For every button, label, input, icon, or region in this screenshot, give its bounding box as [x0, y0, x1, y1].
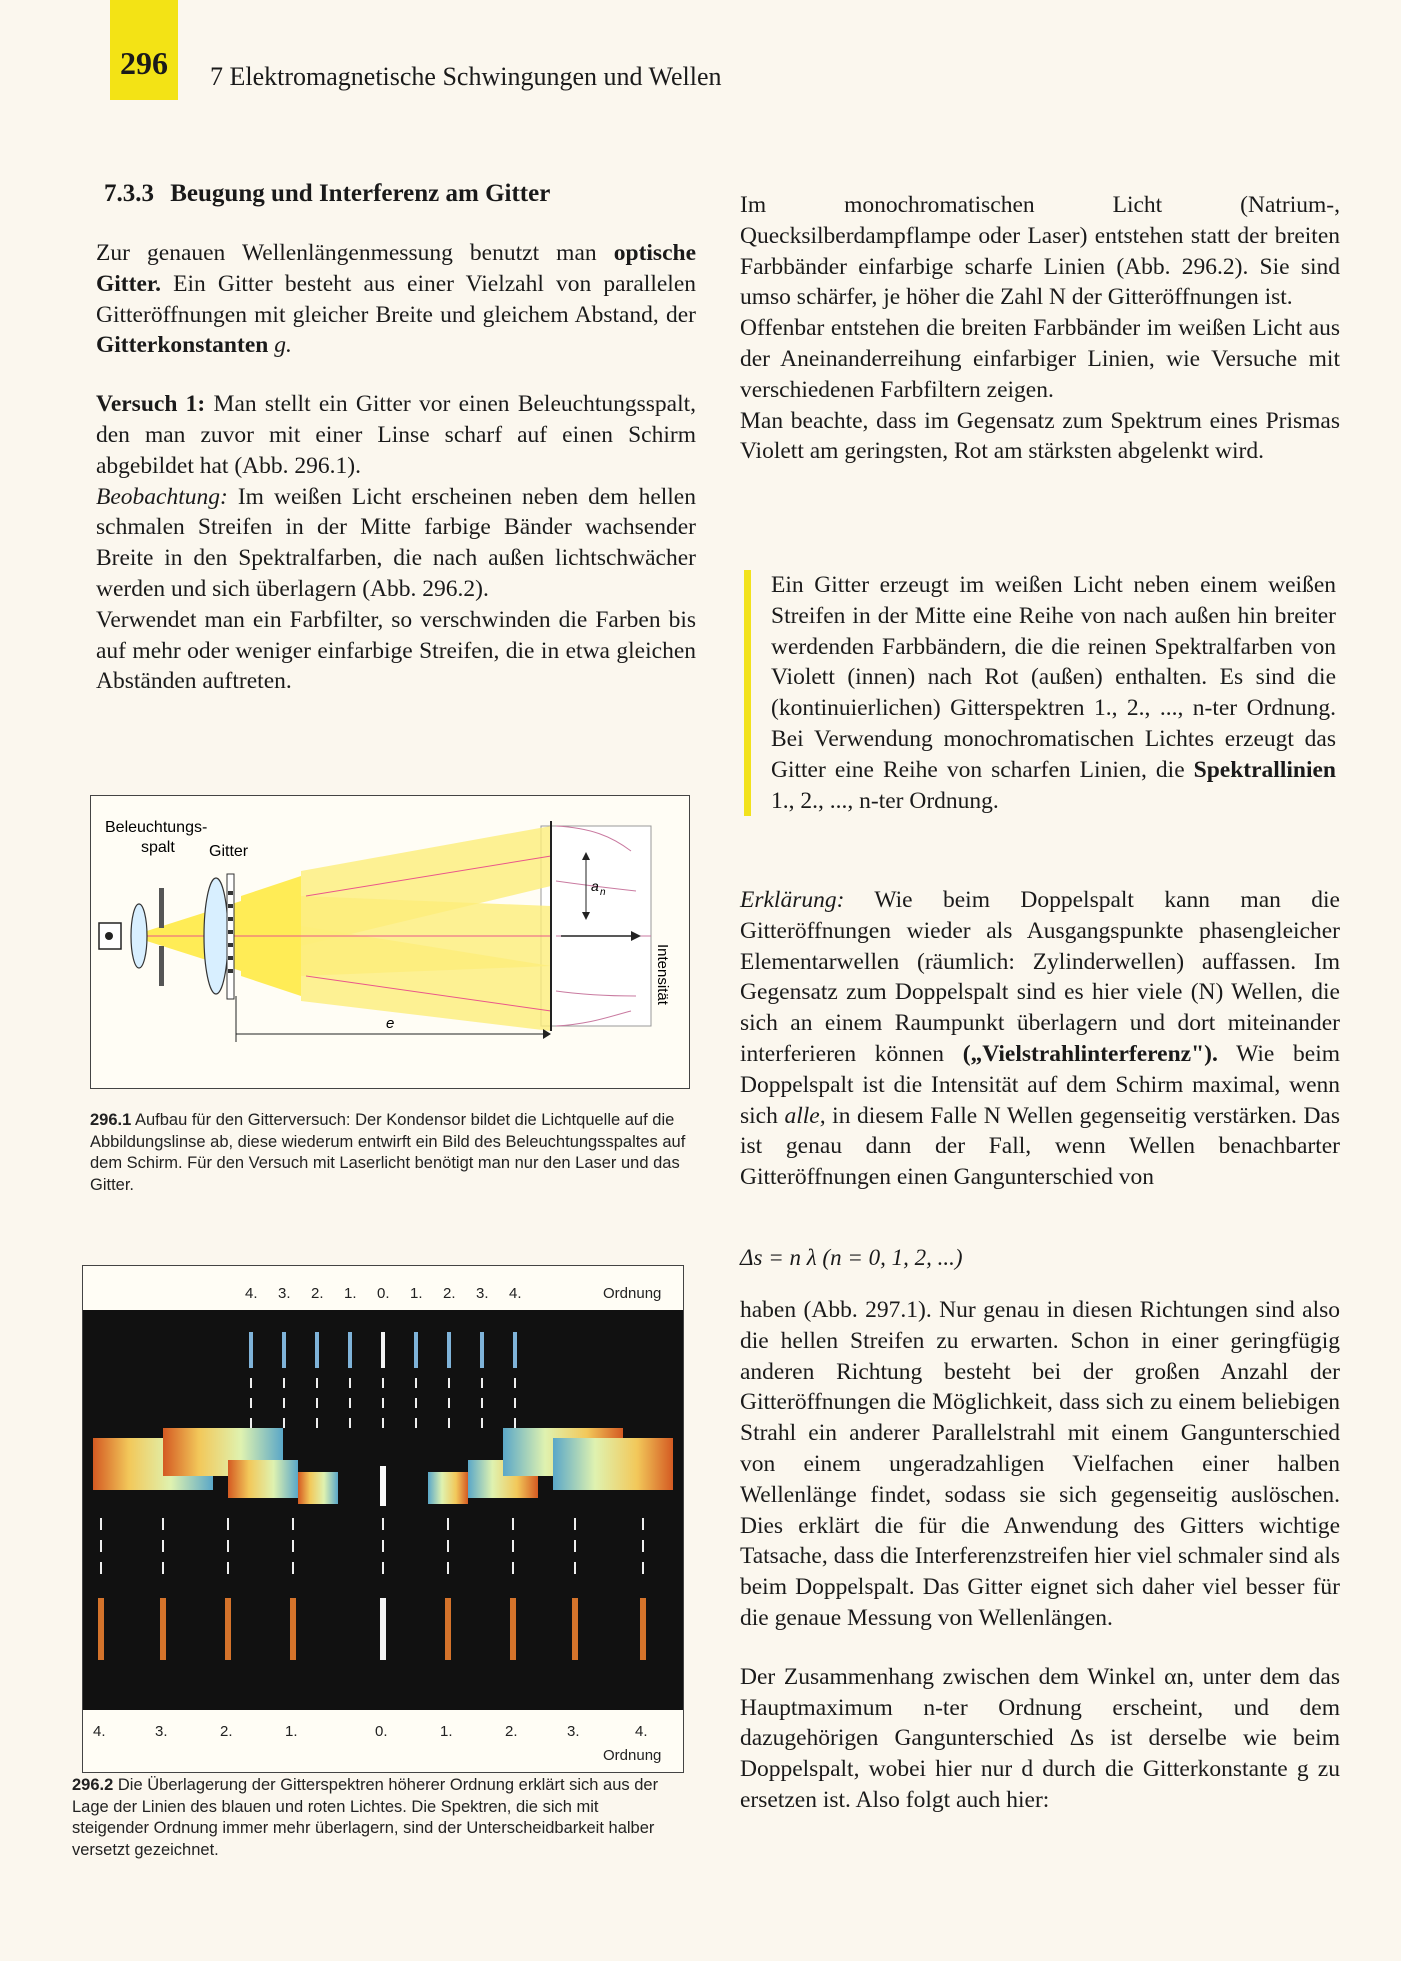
line-dash — [250, 1378, 252, 1388]
line-dash — [316, 1378, 318, 1388]
violet-line — [381, 1332, 385, 1368]
line-dash — [316, 1418, 318, 1428]
slit-upper-jaw — [159, 888, 164, 928]
spectrum-band — [553, 1438, 673, 1490]
label-e: e — [386, 1015, 395, 1032]
line-dash — [574, 1518, 576, 1530]
line-dash — [250, 1398, 252, 1408]
line-dash — [382, 1418, 384, 1428]
order-label-bottom: 2. — [505, 1723, 518, 1740]
versuch-label: Versuch 1: — [96, 391, 206, 418]
line-dash — [642, 1540, 644, 1552]
versuch-paragraph — [96, 389, 696, 481]
line-dash — [100, 1540, 102, 1552]
spectrum-band — [298, 1472, 338, 1504]
order-label-bottom: 4. — [635, 1723, 648, 1740]
line-dash — [100, 1562, 102, 1574]
central-white-line — [380, 1466, 386, 1506]
line-dash — [227, 1562, 229, 1574]
line-dash — [481, 1398, 483, 1408]
erklaerung-text-1: Wie beim Doppelspalt kann man die Gitteröffnungen wieder als Ausgangspunkte phasengleicher Elementarwellen (räumlich: Zylinderwellen) auffassen. Im Gegensatz zum Doppelspalt sind es hier viele (N) Wellen, die sich an einem Raumpunkt überlagern und dort miteinander interferieren können — [740, 887, 1340, 1067]
red-line — [225, 1598, 231, 1660]
order-label-top: 3. — [278, 1285, 291, 1302]
violet-line — [315, 1332, 319, 1368]
zusammenhang-paragraph: Der Zusammenhang zwischen dem Winkel αn, unter dem das Hauptmaximum n-ter Ordnung erscheint, und dem dazugehörigen Gangunterschied Δs ist derselbe wie beim Doppelspalt, wobei hier nur d durch die Gitterkonstante g zu ersetzen ist. Also folgt auch hier: — [740, 1663, 1340, 1813]
line-dash — [283, 1378, 285, 1388]
section-number: 7.3.3 — [104, 180, 154, 207]
mono-paragraph: Im monochromatischen Licht (Natrium-, Quecksilberdampflampe oder Laser) entstehen statt der breiten Farbbänder einfarbige scharfe Linien (Abb. 296.2). Sie sind umso schärfer, je höher die Zahl N der Gitteröffnungen ist. — [740, 192, 1340, 311]
line-dash — [512, 1518, 514, 1530]
label-beleuchtungsspalt-1: Beleuchtungs- — [105, 819, 208, 836]
caption-296-2-number: 296.2 — [72, 1776, 114, 1794]
line-dash — [574, 1540, 576, 1552]
line-dash — [283, 1398, 285, 1408]
line-dash — [481, 1418, 483, 1428]
order-label-bottom: 4. — [93, 1723, 106, 1740]
haben-paragraph: haben (Abb. 297.1). Nur genau in diesen Richtungen sind also die hellen Streifen zu erwarten. Schon in einer geringfügig anderen Richtung besteht bei der großen Anzahl der Gitteröffnungen die Möglichkeit, dass sich zu einem beliebigen Strahl ein anderer Parallelstrahl mit einem Gangunterschied von einem ungeradzahligen Vielfachen einer halben Wellenlänge findet, sodass sie sich gegenseitig auslöschen. Dies erklärt die für die Anwendung des Gitters wichtige Tatsache, dass die Interferenzstreifen hier viel schmaler sind als beim Doppelspalt. Das Gitter eignet sich daher viel besser für die genaue Messung von Wellenlängen. — [740, 1297, 1340, 1631]
rule-box — [744, 570, 1336, 816]
violet-line — [348, 1332, 352, 1368]
intro-paragraph — [96, 238, 696, 361]
line-dash — [448, 1398, 450, 1408]
line-dash — [447, 1540, 449, 1552]
red-line — [380, 1598, 386, 1660]
line-dash — [349, 1378, 351, 1388]
erklaerung-paragraph — [740, 885, 1340, 1193]
line-dash — [574, 1562, 576, 1574]
red-line — [510, 1598, 516, 1660]
beobachtung-paragraph — [96, 482, 696, 605]
order-label-top: 1. — [410, 1285, 423, 1302]
label-intensitaet: Intensität — [654, 944, 671, 1005]
line-dash — [382, 1518, 384, 1530]
beobachtung-text: Im weißen Licht erscheinen neben dem hellen schmalen Streifen in der Mitte farbige Bänder wachsender Breite in den Spektralfarben, die nach außen lichtschwächer werden und sich überlagern (Abb. 296.2). — [96, 483, 696, 602]
section-title-text: Beugung und Interferenz am Gitter — [170, 180, 551, 207]
line-dash — [415, 1378, 417, 1388]
label-gitter: Gitter — [209, 843, 249, 860]
line-dash — [448, 1418, 450, 1428]
violet-line — [447, 1332, 451, 1368]
erklaerung-label: Erklärung: — [740, 887, 845, 913]
label-an-subscript: n — [600, 887, 606, 898]
line-dash — [514, 1418, 516, 1428]
line-dash — [447, 1518, 449, 1530]
beobachtung-label: Beobachtung: — [96, 483, 228, 510]
label-an: a — [591, 878, 599, 894]
farbfilter-paragraph: Verwendet man ein Farbfilter, so verschwinden die Farben bis auf mehr oder weniger einfarbige Streifen, die in etwa gleichen Abständen auftreten. — [96, 606, 696, 695]
symbol-g: g. — [268, 332, 292, 359]
order-axis-label-bottom: Ordnung — [603, 1747, 662, 1764]
order-label-top: 2. — [443, 1285, 456, 1302]
caption-296-1-number: 296.1 — [90, 1111, 132, 1129]
imaging-lens — [204, 878, 228, 994]
condensor-lens — [131, 904, 147, 968]
section-title — [104, 180, 550, 208]
line-dash — [349, 1418, 351, 1428]
line-dash — [292, 1540, 294, 1552]
erklaerung-text-2: Wie beim Doppelspalt ist die Intensität auf dem Schirm maximal, wenn sich — [740, 1040, 1341, 1129]
red-line — [445, 1598, 451, 1660]
figure-gitterspektren-diagram — [83, 1266, 683, 1772]
line-dash — [316, 1398, 318, 1408]
line-dash — [448, 1378, 450, 1388]
erklaerung-alle: alle, — [784, 1102, 826, 1129]
order-label-top: 4. — [245, 1285, 258, 1302]
right-column-erklaerung — [740, 885, 1340, 1193]
order-label-bottom: 3. — [155, 1723, 168, 1740]
chapter-heading: 7 Elektromagnetische Schwingungen und Wellen — [210, 62, 722, 91]
line-dash — [382, 1562, 384, 1574]
slit-lower-jaw — [159, 946, 164, 986]
violet-line — [480, 1332, 484, 1368]
red-line — [290, 1598, 296, 1660]
term-spektrallinien: Spektrallinien — [1193, 756, 1336, 783]
line-dash — [512, 1562, 514, 1574]
right-column-top — [740, 190, 1340, 467]
caption-296-2-text: Die Überlagerung der Gitterspektren höherer Ordnung erklärt sich aus der Lage der Linien des blauen und roten Lichtes. Die Spektren, die sich mit steigender Ordnung immer mehr überlagern, sind der Unterscheidbarkeit halber versetzt gezeichnet. — [72, 1776, 659, 1859]
term-optische-gitter: optische Gitter. — [96, 240, 696, 297]
figure-gitterspektren — [82, 1265, 684, 1773]
lamp-filament — [105, 932, 113, 940]
line-dash — [227, 1518, 229, 1530]
line-dash — [292, 1562, 294, 1574]
red-line — [160, 1598, 166, 1660]
violet-line — [513, 1332, 517, 1368]
line-dash — [382, 1398, 384, 1408]
order-label-bottom: 2. — [220, 1723, 233, 1740]
line-dash — [162, 1540, 164, 1552]
order-label-bottom: 1. — [285, 1723, 298, 1740]
line-dash — [292, 1518, 294, 1530]
violet-line — [414, 1332, 418, 1368]
caption-296-1 — [90, 1110, 690, 1196]
order-label-top: 4. — [509, 1285, 522, 1302]
line-dash — [415, 1398, 417, 1408]
order-label-top: 1. — [344, 1285, 357, 1302]
rule-text-1: Ein Gitter erzeugt im weißen Licht neben einem weißen Streifen in der Mitte eine Reihe von nach außen hin breiter werdenden Farbbändern, die die reinen Spektralfarben von Violett (innen) nach Rot (außen) enthalten. Es sind die (kontinuierlichen) Gitterspektren 1., 2., ..., n-ter Ordnung. Bei Verwendung monochromatischen Lichtes erzeugt das Gitter eine Reihe von scharfen Linien, die — [771, 572, 1336, 783]
right-column-bottom — [740, 1295, 1340, 1816]
term-vielstrahlinterferenz: („Vielstrahlinterferenz"). — [962, 1040, 1218, 1067]
order-label-bottom: 0. — [375, 1723, 388, 1740]
spectrum-band — [228, 1460, 298, 1498]
order-axis-label-top: Ordnung — [603, 1285, 662, 1302]
line-dash — [162, 1518, 164, 1530]
intro-text-1: Zur genauen Wellenlängenmessung benutzt man — [96, 240, 614, 266]
formula-gangunterschied: Δs = n λ (n = 0, 1, 2, ...) — [740, 1245, 963, 1270]
line-dash — [382, 1378, 384, 1388]
line-dash — [642, 1518, 644, 1530]
spectrum-band — [428, 1472, 468, 1504]
violet-line — [249, 1332, 253, 1368]
rule-text-2: 1., 2., ..., n-ter Ordnung. — [771, 787, 999, 814]
caption-296-2 — [72, 1775, 677, 1861]
figure-gitterversuch — [90, 795, 690, 1089]
intro-text-2: Ein Gitter besteht aus einer Vielzahl von parallelen Gitteröffnungen mit gleicher Breite und gleichem Abstand, der — [96, 270, 696, 328]
order-label-top: 0. — [377, 1285, 390, 1302]
line-dash — [349, 1398, 351, 1408]
red-line — [98, 1598, 104, 1660]
label-beleuchtungsspalt-2: spalt — [141, 839, 175, 856]
line-dash — [512, 1540, 514, 1552]
line-dash — [514, 1398, 516, 1408]
versuch-text: Man stellt ein Gitter vor einen Beleuchtungsspalt, den man zuvor mit einer Linse scharf auf einen Schirm abgebildet hat (Abb. 296.1). — [96, 391, 697, 479]
line-dash — [481, 1378, 483, 1388]
term-gitterkonstante: Gitterkonstanten — [96, 332, 269, 359]
line-dash — [227, 1540, 229, 1552]
figure-gitterversuch-diagram — [91, 796, 689, 1088]
line-dash — [415, 1418, 417, 1428]
caption-296-1-text: Aufbau für den Gitterversuch: Der Kondensor bildet die Lichtquelle auf die Abbildungslinse ab, diese wiederum entwirft ein Bild des Beleuchtungsspaltes auf dem Schirm. Für den Versuch mit Laserlicht benötigt man nur den Laser und das Gitter. — [90, 1111, 686, 1194]
offenbar-paragraph: Offenbar entstehen die breiten Farbbänder im weißen Licht aus der Aneinanderreihung einfarbiger Linien, wie Versuche mit verschiedenen Farbfiltern zeigen. — [740, 315, 1340, 403]
line-dash — [642, 1562, 644, 1574]
violet-line — [282, 1332, 286, 1368]
erklaerung-text-3: in diesem Falle N Wellen gegenseitig verstärken. Das ist genau dann der Fall, wenn Wellen benachbarter Gitteröffnungen einen Gangunterschied von — [740, 1102, 1340, 1191]
order-label-bottom: 3. — [567, 1723, 580, 1740]
line-dash — [250, 1418, 252, 1428]
order-label-top: 2. — [311, 1285, 324, 1302]
line-dash — [447, 1562, 449, 1574]
line-dash — [162, 1562, 164, 1574]
line-dash — [514, 1378, 516, 1388]
red-line — [640, 1598, 646, 1660]
line-dash — [100, 1518, 102, 1530]
line-dash — [382, 1540, 384, 1552]
order-label-top: 3. — [476, 1285, 489, 1302]
left-column-text — [96, 238, 696, 697]
beachte-paragraph: Man beachte, dass im Gegensatz zum Spektrum eines Prismas Violett am geringsten, Rot am stärksten abgelenkt wird. — [740, 407, 1340, 465]
page-number: 296 — [110, 0, 178, 100]
order-label-bottom: 1. — [440, 1723, 453, 1740]
line-dash — [283, 1418, 285, 1428]
red-line — [572, 1598, 578, 1660]
